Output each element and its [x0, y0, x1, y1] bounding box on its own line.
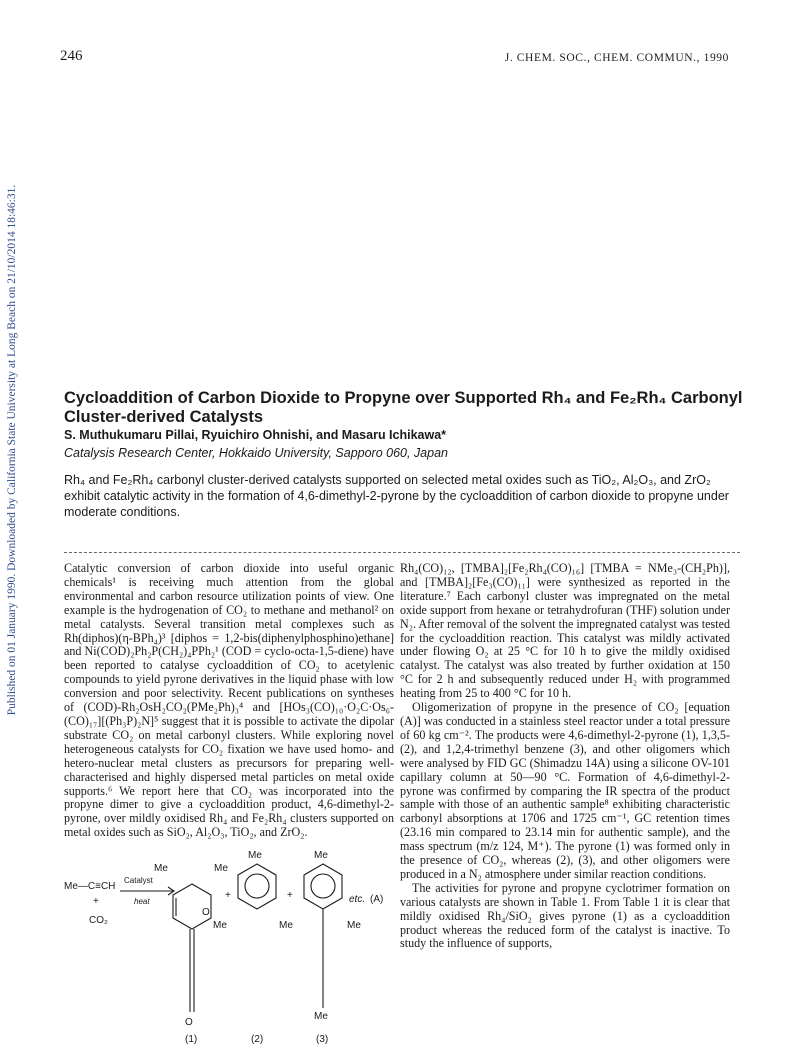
mesitylene-ring-circle — [245, 874, 269, 898]
equation-label: (A) — [370, 894, 384, 905]
left-column — [64, 562, 394, 840]
mesitylene-ring — [238, 864, 276, 909]
article-title: Cycloaddition of Carbon Dioxide to Propyne over Supported Rh₄ and Fe₂Rh₄ Carbonyl Cluster-derived Catalysts — [64, 389, 743, 426]
plus-sign-3: + — [287, 890, 293, 901]
reactant-co2: CO₂ — [89, 915, 108, 926]
body-paragraph-oligomerization: Oligomerization of propyne in the presence of CO₂ [equation (A)] was conducted in a stainless steel reactor under a total pressure of 60 kg cm⁻². The products were 4,6-dimethyl-2-pyrone (1), 1,3,5- (2), and 1,2,4-trimethyl benzene (3), and other oligomers which were analysed by FID GC (Shimadzu 14A) using a silicone OV-101 capillary column at 50—90 °C. Formation of 4,6-dimethyl-2-pyrone was confirmed by comparing the IR spectra of the product sample with those of an authentic sample⁸ exhibiting characteristic carbonyl absorptions at 1706 and 1725 cm⁻¹, GC retention times (23.16 min compared to 23.14 min for authentic sample), and the mass spectrum (m/z 124, M⁺). The pyrone (1) was formed only in the presence of CO₂, whereas (2), (3), and other oligomers were produced in a N₂ atmosphere under similar reaction conditions. — [400, 700, 730, 881]
trimethylbenzene-me-bottom: Me — [314, 1011, 328, 1022]
reaction-scheme — [64, 842, 384, 1054]
article-abstract: Rh₄ and Fe₂Rh₄ carbonyl cluster-derived catalysts supported on selected metal oxides such as TiO₂, Al₂O₃, and ZrO₂ exhibit catalytic activity in the formation of 4,6-dimethyl-2-pyrone by the cycloaddition of carbon dioxide to propyne under moderate conditions. — [64, 473, 729, 519]
pyrone-me-right: Me — [214, 863, 228, 874]
abstract-divider — [64, 552, 740, 553]
download-watermark-text[interactable]: Published on 01 January 1990. Downloaded by California State University at Long Beach on 21/10/2014 18:46:31. — [6, 184, 18, 716]
pyrone-me-top: Me — [154, 863, 168, 874]
trimethylbenzene-ring-circle — [311, 874, 335, 898]
arrow-label-heat: heat — [134, 897, 150, 906]
reactant-propyne: Me—C≡CH — [64, 881, 116, 892]
compound-label-2: (2) — [251, 1034, 264, 1045]
scheme-etc: etc. — [349, 894, 366, 905]
download-watermark — [2, 160, 22, 740]
compound-label-1: (1) — [185, 1034, 198, 1045]
article-affiliation: Catalysis Research Center, Hokkaido University, Sapporo 060, Japan — [64, 446, 448, 460]
body-paragraph-synthesis: Rh₄(CO)₁₂, [TMBA]₂[Fe₂Rh₄(CO)₁₆] [TMBA = NMe₃-(CH₂Ph)], and [TMBA]₂[Fe₃(CO)₁₁] were synthesized as reported in the literature.⁷ Each carbonyl cluster was impregnated on the metal oxide support from hexane or tetrahydrofuran (THF) solution under N₂. After removal of the solvent the impregnated catalyst was tested for the cycloaddition reaction. This catalyst was mildly activated under flowing O₂ at 25 °C for 10 h to give the mildly oxidised catalyst. The catalyst was also treated by further oxidation at 150 °C for 2 h and subsequently reduced under H₂ with programmed heating from 25 to 400 °C for 10 h. — [400, 561, 730, 701]
trimethylbenzene-ring — [304, 864, 342, 909]
plus-sign-2: + — [225, 890, 231, 901]
page-number: 246 — [60, 48, 83, 64]
pyrone-carbonyl-o: O — [185, 1017, 193, 1028]
trimethylbenzene-me-top: Me — [314, 850, 328, 861]
right-column — [400, 562, 730, 951]
article-authors: S. Muthukumaru Pillai, Ryuichiro Ohnishi, and Masaru Ichikawa* — [64, 428, 447, 442]
compound-label-3: (3) — [316, 1034, 329, 1045]
mesitylene-me-left: Me — [213, 920, 227, 931]
body-paragraph-activities: The activities for pyrone and propyne cyclotrimer formation on various catalysts are shown in Table 1. From Table 1 it is clear that mildly oxidised Rh₄/SiO₂ gives pyrone (1) as a cycloaddition product whereas the reduced form of the catalyst is inactive. To study the influence of supports, — [400, 880, 730, 951]
pyrone-o-ring: O — [202, 907, 210, 918]
plus-sign-1: + — [93, 896, 99, 907]
mesitylene-me-top: Me — [248, 850, 262, 861]
arrow-label-catalyst: Catalyst — [124, 876, 153, 885]
journal-header: J. CHEM. SOC., CHEM. COMMUN., 1990 — [504, 52, 729, 64]
trimethylbenzene-me-right: Me — [347, 920, 361, 931]
body-paragraph-intro: Catalytic conversion of carbon dioxide into useful organic chemicals¹ is receiving much attention from the global environmental and carbon resource utilization points of view. One example is the hydrogenation of CO₂ to methane and methanol² on metal catalysts. Several transition metal complexes such as Rh(diphos)(η-BPh₄)³ [diphos = 1,2-bis(diphenylphosphino)ethane] and Ni(COD)₂Ph₂P(CH₂)₄PPh₂¹ (COD = cyclo-octa-1,5-diene) have been reported to catalyse cycloaddition of CO₂ to acetylenic compounds to yield pyrone derivatives in the liquid phase with low conversion and poor selectivity. Recent publications on syntheses of (COD)-Rh₂OsH₂CO₂(PMe₂Ph)₃⁴ and [HOs₃(CO)₁₀·O₂C·Os₆-(CO)₁₇][(Ph₃P)₂N]⁵ suggest that it is possible to activate the dipolar substrate CO₂ on metal carbonyl clusters. While exploring novel heterogeneous catalysts for CO₂ fixation we have used homo- and hetero-nuclear metal clusters as precursors for preparing well-characterised and highly dispersed metal particles on metal oxide supports.⁶ We report here that CO₂ was incorporated into the propyne dimer to give a cycloaddition product, 4,6-dimethyl-2-pyrone, over mildly oxidised Rh₄ and Fe₂Rh₄ clusters supported on metal oxides such as SiO₂, Al₂O₃, TiO₂, and ZrO₂. — [64, 561, 394, 840]
mesitylene-me-right: Me — [279, 920, 293, 931]
